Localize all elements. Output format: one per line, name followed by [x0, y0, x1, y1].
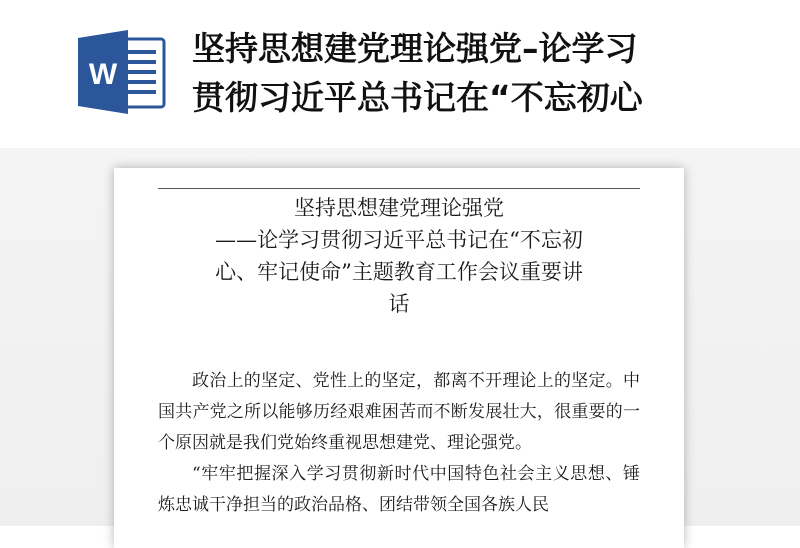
word-icon-letter: W	[88, 58, 118, 91]
file-title-line-2: 贯彻习近平总书记在“不忘初心	[192, 78, 643, 117]
document-title-line: 心、牢记使命”主题教育工作会议重要讲	[215, 260, 583, 284]
word-icon	[78, 30, 168, 114]
document-title-line: ——论学习贯彻习近平总书记在“不忘初	[215, 228, 583, 252]
document-page	[114, 168, 684, 548]
header-rule	[158, 188, 640, 189]
file-title	[192, 24, 792, 122]
document-body	[158, 366, 640, 521]
file-title-line-1: 坚持思想建党理论强党–论学习	[192, 29, 638, 68]
document-title-line: 坚持思想建党理论强党	[294, 196, 504, 220]
document-title-line: 话	[388, 292, 410, 316]
document-title	[158, 192, 640, 320]
body-paragraph: “牢牢把握深入学习贯彻新时代中国特色社会主义思想、锤炼忠诚干净担当的政治品格、团结带领全国各族人民	[158, 464, 640, 515]
body-paragraph: 政治上的坚定、党性上的坚定，都离不开理论上的坚定。中国共产党之所以能够历经艰难困苦而不断发展壮大，很重要的一个原因就是我们党始终重视思想建党、理论强党。	[158, 371, 640, 453]
preview-header	[0, 0, 800, 148]
